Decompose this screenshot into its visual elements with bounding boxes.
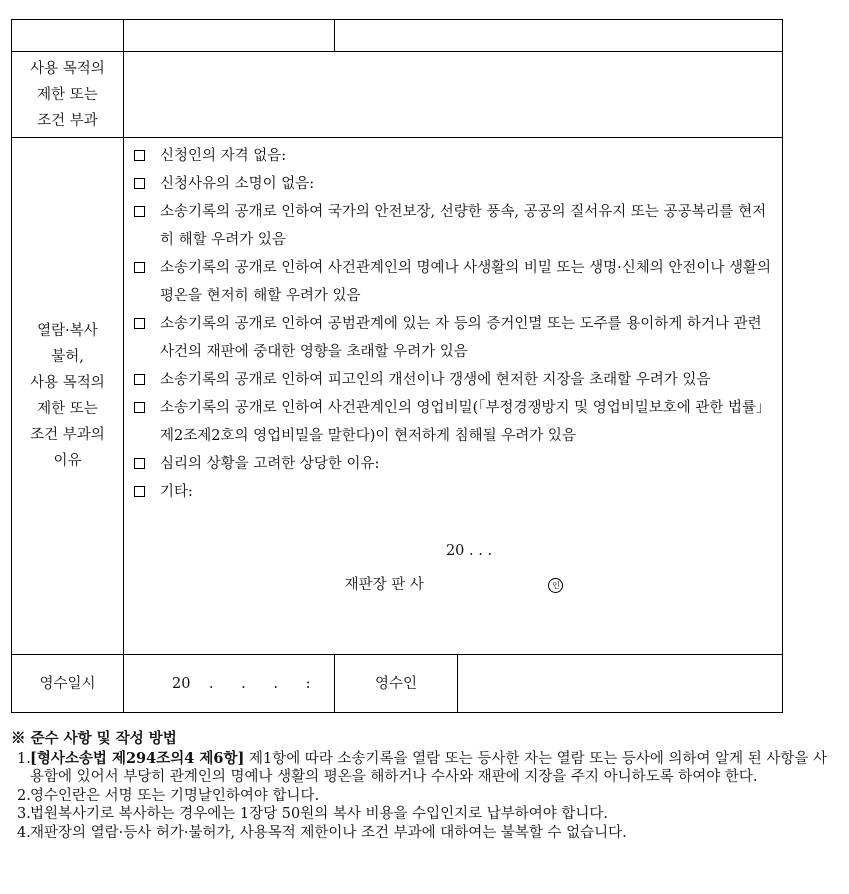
checkbox[interactable] [134,402,145,413]
note-number: 3. [17,806,31,822]
purpose-label: 사용 목적의 제한 또는 조건 부과 [12,52,124,138]
reason-option [134,394,774,450]
reason-option-text: 소송기록의 공개로 인하여 사건관계인의 영업비밀(「부정경쟁방지 및 영업비밀보호에 관한 법률」 제2조제2호의 영업비밀을 말한다)이 현저하게 침해될 우려가 있음 [160,400,771,444]
receipt-row [12,655,783,713]
top-cell-1 [12,20,124,52]
reason-option-text: 소송기록의 공개로 인하여 사건관계인의 명예나 사생활의 비밀 또는 생명·신체의 안전이나 생활의 평온을 현저히 해할 우려가 있음 [160,260,771,304]
note-law-ref: [형사소송법 제294조의4 제6항] [30,749,245,767]
reason-row [12,138,783,655]
note-number: 2. [17,787,31,804]
purpose-field[interactable] [124,52,783,138]
note-item [11,787,831,806]
checkbox[interactable] [134,206,145,217]
checkbox[interactable] [134,486,145,497]
checkbox[interactable] [134,318,145,329]
checkbox[interactable] [134,374,145,385]
reason-option-text: 기타: [160,484,193,500]
decision-form-table [11,19,783,713]
notes-heading: ※ 준수 사항 및 작성 방법 [11,730,177,747]
checkbox[interactable] [134,150,145,161]
reason-option [134,170,774,198]
reason-option [134,310,774,366]
seal-mark: 인 [548,578,563,593]
note-item [11,750,831,787]
checkbox[interactable] [134,458,145,469]
reason-option-text: 소송기록의 공개로 인하여 국가의 안전보장, 선량한 풍속, 공공의 질서유지 또는 공공복리를 현저히 해할 우려가 있음 [160,204,767,248]
reason-option [134,478,774,506]
note-text: 제1항에 따라 소송기록을 열람 또는 등사한 자는 열람 또는 등사에 의하여 알게 된 사항을 사용함에 있어서 부당히 관계인의 명예나 생활의 평온을 해하거나 수사와 재판에 지장을 주지 아니하도록 하여야 한다. [30,750,827,785]
reason-option-text: 신청인의 자격 없음: [160,148,287,164]
note-text: 법원복사기로 복사하는 경우에는 1장당 50원의 복사 비용을 수입인지로 납부하여야 합니다. [30,806,609,822]
note-text: 영수인란은 서명 또는 기명날인하여야 합니다. [30,787,320,804]
judge-label: 재판장 판 사 [344,577,424,593]
reason-option [134,198,774,254]
receiver-field[interactable] [458,655,783,713]
checkbox[interactable] [134,262,145,273]
receipt-date-label: 영수일시 [12,655,124,713]
reason-option [134,366,774,394]
top-cell-2 [124,20,335,52]
top-row [12,20,783,52]
decision-date: 20 . . . [445,543,493,559]
reason-label: 열람·복사 불허, 사용 목적의 제한 또는 조건 부과의 이유 [12,138,124,655]
reason-option [134,254,774,310]
note-item [11,805,831,824]
reason-options [124,138,783,655]
purpose-row [12,52,783,138]
reason-option-text: 신청사유의 소명이 없음: [160,176,315,192]
judge-signature-line [134,572,774,598]
notes-list [11,750,831,843]
option-list [134,142,774,506]
note-number: 1. [17,750,31,767]
reason-option [134,450,774,478]
notes-section [11,730,831,842]
note-text: 재판장의 열람·등사 허가·불허가, 사용목적 제한이나 조건 부과에 대하여는 불복할 수 없습니다. [30,824,627,841]
top-cell-3 [335,20,783,52]
checkbox[interactable] [134,178,145,189]
receipt-date-value[interactable]: 20 . . . : [124,655,335,713]
note-number: 4. [17,824,31,841]
receiver-label: 영수인 [335,655,458,713]
reason-option [134,142,774,170]
reason-option-text: 심리의 상황을 고려한 상당한 이유: [160,456,380,472]
note-item [11,824,831,843]
reason-option-text: 소송기록의 공개로 인하여 공범관계에 있는 자 등의 증거인멸 또는 도주를 용이하게 하거나 관련 사건의 재판에 중대한 영향을 초래할 우려가 있음 [160,316,762,360]
reason-option-text: 소송기록의 공개로 인하여 피고인의 개선이나 갱생에 현저한 지장을 초래할 우려가 있음 [160,372,711,388]
